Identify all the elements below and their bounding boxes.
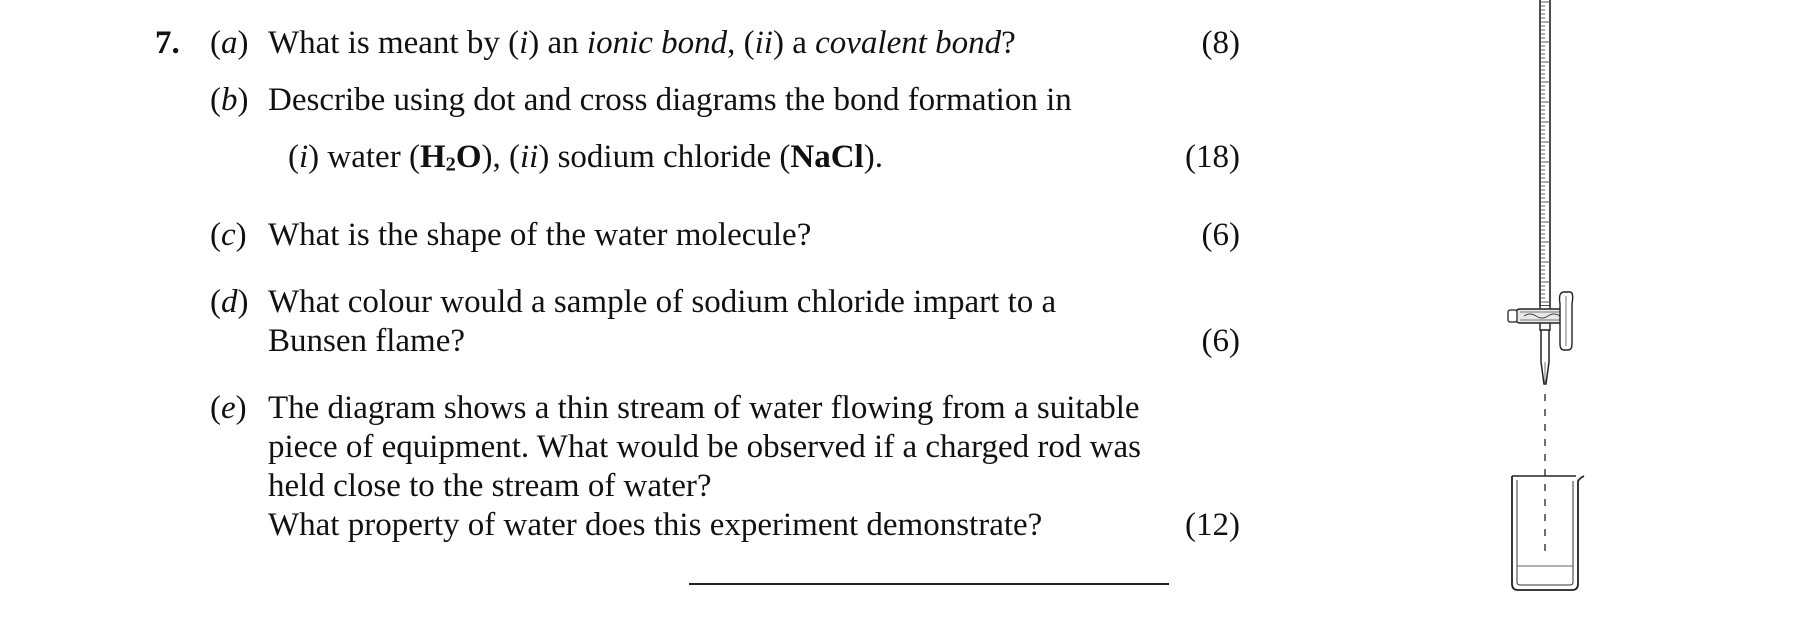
- water-formula: $H_2O$: [419, 139, 482, 176]
- end-rule: [689, 583, 1169, 585]
- part-d-label: (d): [210, 284, 249, 320]
- part-a-marks: (8): [1201, 25, 1240, 61]
- part-a-text: What is meant by (i) an ionic bond, (ii) a covalent bond?: [268, 25, 1016, 61]
- part-b-line1: Describe using dot and cross diagrams the bond formation in: [268, 82, 1072, 118]
- part-c-marks: (6): [1201, 217, 1240, 253]
- part-a-label: (a): [210, 25, 249, 61]
- beaker: [1512, 476, 1584, 590]
- part-e-line3: held close to the stream of water?: [268, 468, 712, 504]
- part-b-label: (b): [210, 82, 249, 118]
- part-d-marks: (6): [1201, 323, 1240, 359]
- part-d-line1: What colour would a sample of sodium chloride impart to a: [268, 284, 1057, 320]
- part-e-marks: (12): [1185, 507, 1240, 543]
- part-c-text: What is the shape of the water molecule?: [268, 217, 812, 253]
- part-b-marks: (18): [1185, 139, 1240, 175]
- question-number: 7.: [155, 25, 180, 61]
- part-d-line2: Bunsen flame?: [268, 323, 466, 359]
- part-e-line4: What property of water does this experiment demonstrate?: [268, 507, 1043, 543]
- part-e-line2: piece of equipment. What would be observed if a charged rod was: [268, 429, 1141, 465]
- part-e-label: (e): [210, 390, 247, 426]
- part-b-line2: (i) water $(H_2O)$, (ii) sodium chloride (NaCl).: [288, 139, 883, 176]
- nacl-formula: NaCl: [790, 139, 864, 175]
- part-c-label: (c): [210, 217, 247, 253]
- burette-diagram: [1500, 0, 1620, 600]
- part-e-line1: The diagram shows a thin stream of water flowing from a suitable: [268, 390, 1140, 426]
